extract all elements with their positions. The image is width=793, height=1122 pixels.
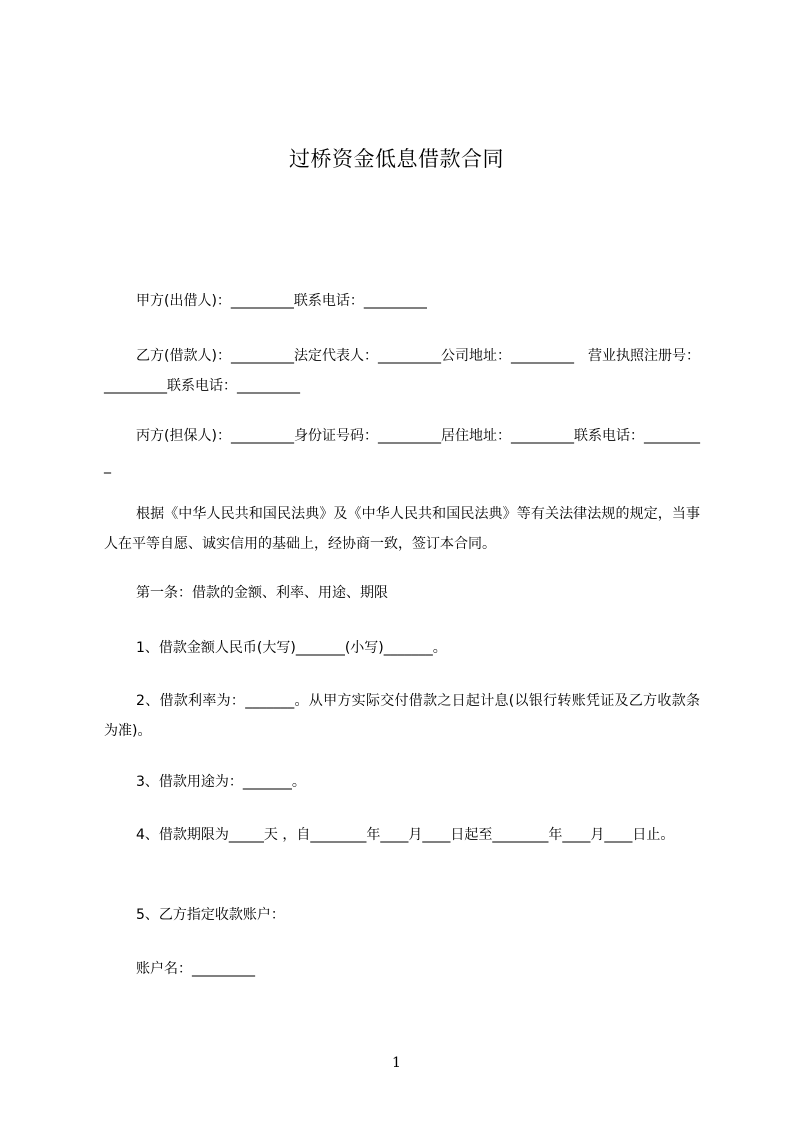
preamble-paragraph: 根据《中华人民共和国民法典》及《中华人民共和国民法典》等有关法律法规的规定，当事人在平等自愿、诚实信用的基础上，经协商一致，签订本合同。 xyxy=(104,506,700,552)
party-b-paragraph: 乙方(借款人)：_________法定代表人：_________公司地址：_________ 营业执照注册号：_________联系电话：_________ xyxy=(104,348,700,394)
party-c-paragraph: 丙方(担保人)：_________身份证号码：_________居住地址：_________联系电话：_________ xyxy=(104,428,700,474)
item-4-paragraph: 4、借款期限为_____天 ，自________年____月____日起至________年____月____日止。 xyxy=(136,827,675,843)
page-number: 1 xyxy=(392,1055,401,1071)
article-1-heading: 第一条：借款的金额、利率、用途、期限 xyxy=(136,585,388,601)
item-3-paragraph: 3、借款用途为：_______。 xyxy=(136,774,306,790)
account-name-paragraph: 账户名：_________ xyxy=(136,961,255,977)
item-5-paragraph: 5、乙方指定收款账户： xyxy=(136,907,285,923)
item-2-paragraph: 2、借款利率为：_______。从甲方实际交付借款之日起计息(以银行转账凭证及乙方收款条为准)。 xyxy=(104,693,700,739)
item-1-paragraph: 1、借款金额人民币(大写)_______(小写)_______。 xyxy=(136,640,447,656)
party-a-paragraph: 甲方(出借人)：_________联系电话：_________ xyxy=(136,293,427,309)
document-title: 过桥资金低息借款合同 xyxy=(289,147,504,171)
